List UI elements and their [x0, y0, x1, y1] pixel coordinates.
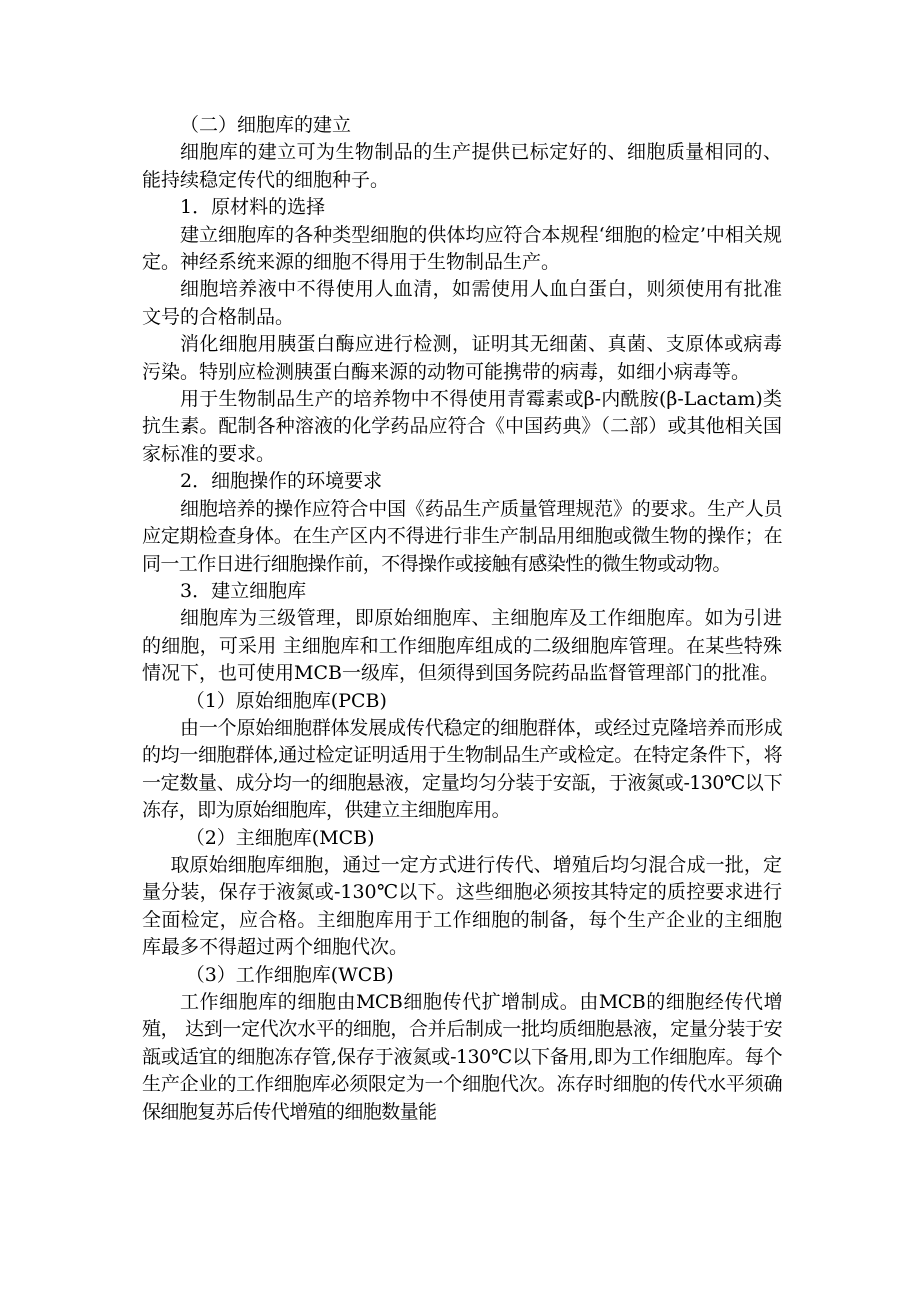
document-body: [142, 112, 782, 1126]
subsection-title-environment: 2．细胞操作的环境要求: [180, 470, 383, 493]
environment-paragraph: 细胞培养的操作应符合中国《药品生产质量管理规范》的要求。生产人员应定期检查身体。在生产区内不得进行非生产制品用细胞或微生物的操作；在同一工作日进行细胞操作前，不得操作或接触有感染性的微生物或动物。: [142, 497, 782, 575]
pcb-title: （1）原始细胞库(PCB): [185, 689, 387, 712]
subsection-title-materials: 1．原材料的选择: [180, 196, 326, 219]
mcb-title: （2）主细胞库(MCB): [185, 826, 375, 849]
materials-paragraph-1: 建立细胞库的各种类型细胞的供体均应符合本规程‘细胞的检定’中相关规定。神经系统来源的细胞不得用于生物制品生产。: [142, 223, 782, 274]
pcb-paragraph: 由一个原始细胞群体发展成传代稳定的细胞群体，或经过克隆培养而形成的均一细胞群体,通过检定证明适用于生物制品生产或检定。在特定条件下，将一定数量、成分均一的细胞悬液，定量均匀分装于安瓿，于液氮或-130℃以下冻存，即为原始细胞库，供建立主细胞库用。: [142, 716, 782, 822]
cell-bank-paragraph: 细胞库为三级管理，即原始细胞库、主细胞库及工作细胞库。如为引进的细胞，可采用 主细胞库和工作细胞库组成的二级细胞库管理。在某些特殊情况下，也可使用MCB一级库，但须得到国务院药品监督管理部门的批准。: [142, 607, 782, 685]
subsection-title-cell-bank: 3．建立细胞库: [180, 579, 307, 602]
materials-paragraph-4: 用于生物制品生产的培养物中不得使用青霉素或β-内酰胺(β-Lactam)类抗生素。配制各种溶液的化学药品应符合《中国药典》（二部）或其他相关国家标准的要求。: [142, 388, 782, 465]
section-title: （二）细胞库的建立: [180, 114, 352, 136]
intro-paragraph: 细胞库的建立可为生物制品的生产提供已标定好的、细胞质量相同的、能持续稳定传代的细胞种子。: [142, 141, 782, 191]
materials-paragraph-3: 消化细胞用胰蛋白酶应进行检测，证明其无细菌、真菌、支原体或病毒污染。特别应检测胰蛋白酶来源的动物可能携带的病毒，如细小病毒等。: [142, 333, 782, 383]
wcb-title: （3）工作细胞库(WCB): [185, 963, 394, 986]
wcb-paragraph: 工作细胞库的细胞由MCB细胞传代扩增制成。由MCB的细胞经传代增殖， 达到一定代次水平的细胞，合并后制成一批均质细胞悬液，定量分装于安瓿或适宜的细胞冻存管,保存于液氮或-130℃以下备用,即为工作细胞库。每个生产企业的工作细胞库必须限定为一个细胞代次。冻存时细胞的传代水平须确保细胞复苏后传代增殖的细胞数量能: [142, 991, 782, 1123]
materials-paragraph-2: 细胞培养液中不得使用人血清，如需使用人血白蛋白，则须使用有批准文号的合格制品。: [142, 278, 782, 328]
mcb-paragraph: 取原始细胞库细胞，通过一定方式进行传代、增殖后均匀混合成一批，定量分装，保存于液氮或-130℃以下。这些细胞必须按其特定的质控要求进行全面检定，应合格。主细胞库用于工作细胞的制备，每个生产企业的主细胞库最多不得超过两个细胞代次。: [142, 853, 782, 959]
